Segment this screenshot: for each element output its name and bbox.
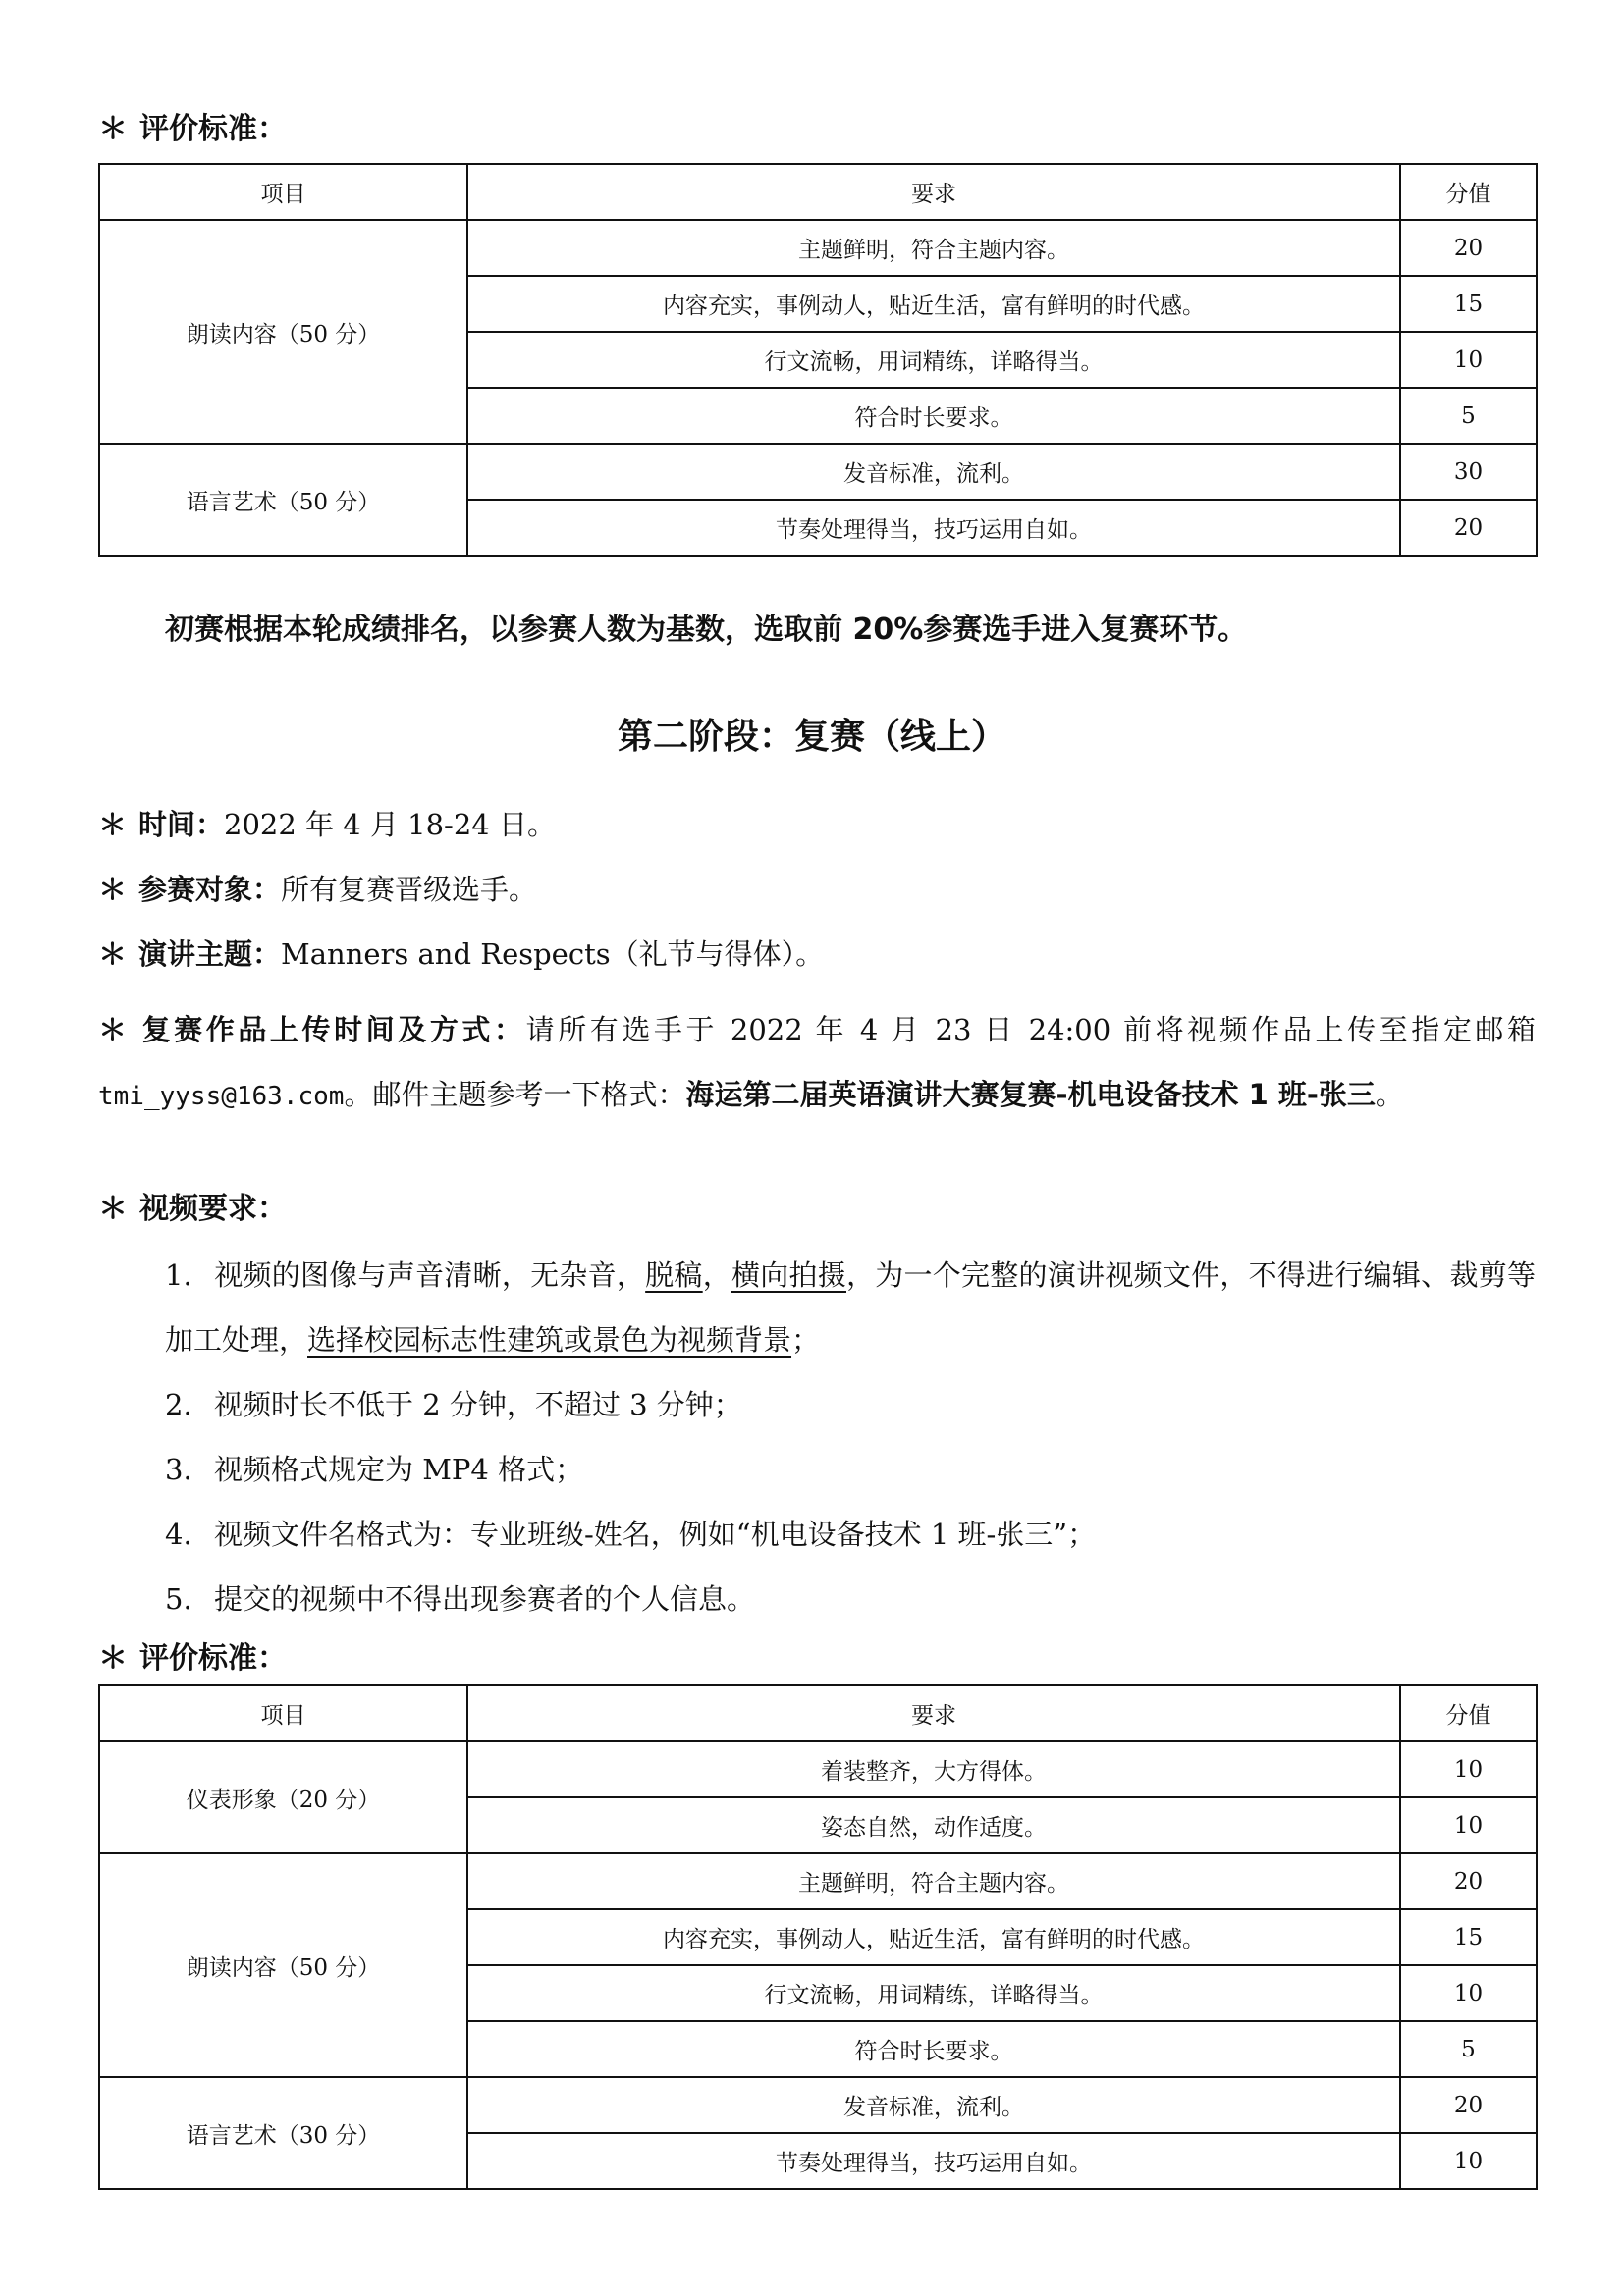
bullet-mark: ＊: [98, 112, 128, 146]
requirement-cell: 符合时长要求。: [467, 2021, 1400, 2077]
requirement-cell: 节奏处理得当，技巧运用自如。: [467, 500, 1400, 556]
section2-heading: ＊ 评价标准：: [98, 1641, 287, 1676]
target-value: 所有复赛晋级选手。: [281, 873, 538, 906]
requirement-cell: 主题鲜明，符合主题内容。: [467, 220, 1400, 276]
score-cell: 5: [1400, 2021, 1537, 2077]
criteria-table-preliminary: [98, 163, 1538, 557]
header-item: 项目: [99, 164, 467, 220]
subject-format: 海运第二届英语演讲大赛复赛-机电设备技术 1 班-张三: [685, 1078, 1376, 1111]
header-item: 项目: [99, 1685, 467, 1741]
target-line: ＊ 参赛对象：所有复赛晋级选手。: [98, 873, 538, 906]
table-row: [99, 444, 1537, 500]
group-item-cell: 语言艺术（30 分）: [99, 2077, 467, 2189]
table-header-row: [99, 1685, 1537, 1741]
score-cell: 10: [1400, 2133, 1537, 2189]
header-requirement: 要求: [467, 1685, 1400, 1741]
list-item: 2. 视频时长不低于 2 分钟，不超过 3 分钟；: [165, 1388, 742, 1421]
email-link[interactable]: tmi_yyss@163.com: [98, 1082, 345, 1111]
group-item-cell: 朗读内容（50 分）: [99, 1853, 467, 2077]
requirement-cell: 主题鲜明，符合主题内容。: [467, 1853, 1400, 1909]
stage-title: 第二阶段：复赛（线上）: [617, 717, 1006, 757]
list-item: 5. 提交的视频中不得出现参赛者的个人信息。: [165, 1582, 756, 1616]
requirement-cell: 发音标准，流利。: [467, 2077, 1400, 2133]
score-cell: 20: [1400, 500, 1537, 556]
header-score: 分值: [1400, 164, 1537, 220]
requirement-cell: 发音标准，流利。: [467, 444, 1400, 500]
upload-paragraph: ＊ 复赛作品上传时间及方式：请所有选手于 2022 年 4 月 23 日 24:00 前将视频作品上传至指定邮箱 tmi_yyss@163.com。邮件主题参考一下格式：海运第二届英语演讲大赛复赛-机电设备技术 1 班-张三。: [98, 1013, 1536, 1111]
group-item-cell: 语言艺术（50 分）: [99, 444, 467, 556]
upload-value: 请所有选手于 2022 年 4 月 23 日 24:00 前将视频作品上传至指定邮箱: [525, 1013, 1536, 1046]
requirement-cell: 行文流畅，用词精练，详略得当。: [467, 332, 1400, 388]
table-row: [99, 2077, 1537, 2133]
header-score: 分值: [1400, 1685, 1537, 1741]
list-item: 4. 视频文件名格式为：专业班级-姓名，例如“机电设备技术 1 班-张三”；: [165, 1518, 1097, 1551]
table-header-row: [99, 164, 1537, 220]
topic-value: Manners and Respects（礼节与得体）。: [281, 937, 825, 971]
time-value: 2022 年 4 月 18-24 日。: [224, 808, 556, 841]
section1-heading: ＊ 评价标准：: [98, 110, 287, 149]
score-cell: 10: [1400, 1797, 1537, 1853]
table-row: [99, 1853, 1537, 1909]
criteria-table-semifinal: [98, 1684, 1538, 2190]
requirement-cell: 符合时长要求。: [467, 388, 1400, 444]
score-cell: 20: [1400, 220, 1537, 276]
score-cell: 15: [1400, 1909, 1537, 1965]
time-line: ＊ 时间：2022 年 4 月 18-24 日。: [98, 808, 556, 841]
score-cell: 10: [1400, 332, 1537, 388]
requirement-cell: 行文流畅，用词精练，详略得当。: [467, 1965, 1400, 2021]
score-cell: 5: [1400, 388, 1537, 444]
score-cell: 10: [1400, 1965, 1537, 2021]
advancement-note: 初赛根据本轮成绩排名，以参赛人数为基数，选取前 20%参赛选手进入复赛环节。: [165, 613, 1248, 647]
score-cell: 10: [1400, 1741, 1537, 1797]
topic-line: ＊ 演讲主题：Manners and Respects（礼节与得体）。: [98, 937, 825, 971]
table-row: [99, 1741, 1537, 1797]
video-heading: ＊ 视频要求：: [98, 1192, 287, 1226]
requirement-cell: 节奏处理得当，技巧运用自如。: [467, 2133, 1400, 2189]
header-requirement: 要求: [467, 164, 1400, 220]
group-item-cell: 仪表形象（20 分）: [99, 1741, 467, 1853]
list-item: 3. 视频格式规定为 MP4 格式；: [165, 1453, 584, 1486]
table-row: [99, 220, 1537, 276]
list-item: 1. 视频的图像与声音清晰，无杂音，脱稿，横向拍摄，为一个完整的演讲视频文件，不得进行编辑、裁剪等加工处理，选择校园标志性建筑或景色为视频背景；: [165, 1258, 1536, 1357]
score-cell: 15: [1400, 276, 1537, 332]
score-cell: 30: [1400, 444, 1537, 500]
score-cell: 20: [1400, 2077, 1537, 2133]
requirement-cell: 姿态自然，动作适度。: [467, 1797, 1400, 1853]
requirement-cell: 着装整齐，大方得体。: [467, 1741, 1400, 1797]
requirement-cell: 内容充实，事例动人，贴近生活，富有鲜明的时代感。: [467, 276, 1400, 332]
group-item-cell: 朗读内容（50 分）: [99, 220, 467, 444]
requirement-cell: 内容充实，事例动人，贴近生活，富有鲜明的时代感。: [467, 1909, 1400, 1965]
score-cell: 20: [1400, 1853, 1537, 1909]
